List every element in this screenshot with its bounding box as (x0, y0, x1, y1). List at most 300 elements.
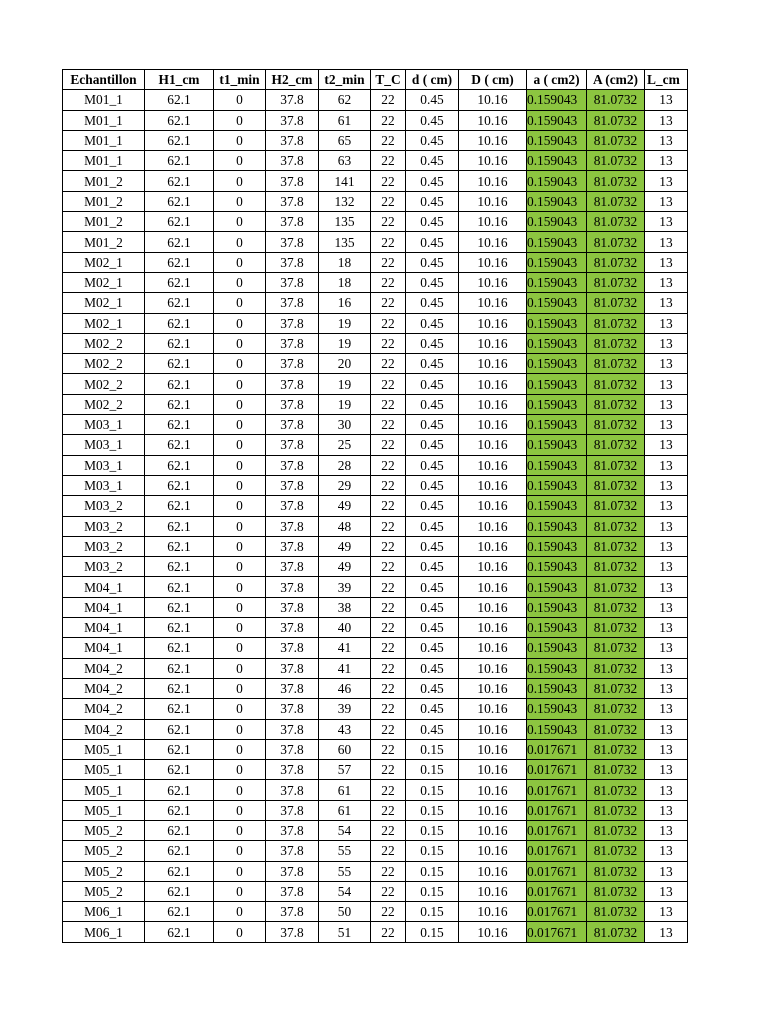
cell-d-cm[interactable]: 0.45 (406, 151, 459, 171)
cell-a-cm2[interactable]: 0.159043 (527, 496, 587, 516)
col-header-big-d-cm[interactable]: D ( cm) (459, 70, 527, 90)
cell-t2-min[interactable]: 61 (319, 800, 371, 820)
cell-l-cm[interactable]: 13 (645, 151, 688, 171)
cell-d-cm[interactable]: 0.45 (406, 658, 459, 678)
cell-t1-min[interactable]: 0 (214, 435, 266, 455)
cell-h2-cm[interactable]: 37.8 (266, 638, 319, 658)
cell-echantillon[interactable]: M01_1 (63, 110, 145, 130)
cell-a-cm2[interactable]: 0.017671 (527, 760, 587, 780)
cell-h2-cm[interactable]: 37.8 (266, 475, 319, 495)
cell-t1-min[interactable]: 0 (214, 272, 266, 292)
cell-big-d-cm[interactable]: 10.16 (459, 90, 527, 110)
cell-big-d-cm[interactable]: 10.16 (459, 638, 527, 658)
cell-h2-cm[interactable]: 37.8 (266, 90, 319, 110)
cell-big-a-cm2[interactable]: 81.0732 (587, 333, 645, 353)
cell-h1-cm[interactable]: 62.1 (145, 354, 214, 374)
cell-h1-cm[interactable]: 62.1 (145, 475, 214, 495)
cell-t1-min[interactable]: 0 (214, 800, 266, 820)
cell-echantillon[interactable]: M02_2 (63, 374, 145, 394)
cell-t2-min[interactable]: 62 (319, 90, 371, 110)
cell-t2-min[interactable]: 20 (319, 354, 371, 374)
cell-echantillon[interactable]: M02_1 (63, 293, 145, 313)
cell-d-cm[interactable]: 0.45 (406, 435, 459, 455)
cell-big-d-cm[interactable]: 10.16 (459, 313, 527, 333)
cell-t2-min[interactable]: 49 (319, 496, 371, 516)
cell-a-cm2[interactable]: 0.159043 (527, 719, 587, 739)
cell-echantillon[interactable]: M05_1 (63, 800, 145, 820)
cell-echantillon[interactable]: M05_1 (63, 739, 145, 759)
cell-big-d-cm[interactable]: 10.16 (459, 618, 527, 638)
cell-t-c[interactable]: 22 (371, 191, 406, 211)
cell-l-cm[interactable]: 13 (645, 800, 688, 820)
cell-l-cm[interactable]: 13 (645, 313, 688, 333)
cell-h2-cm[interactable]: 37.8 (266, 780, 319, 800)
cell-echantillon[interactable]: M04_1 (63, 638, 145, 658)
cell-echantillon[interactable]: M01_1 (63, 130, 145, 150)
cell-t-c[interactable]: 22 (371, 415, 406, 435)
cell-a-cm2[interactable]: 0.159043 (527, 374, 587, 394)
cell-t1-min[interactable]: 0 (214, 130, 266, 150)
cell-d-cm[interactable]: 0.45 (406, 232, 459, 252)
cell-d-cm[interactable]: 0.45 (406, 678, 459, 698)
cell-t2-min[interactable]: 54 (319, 881, 371, 901)
cell-t-c[interactable]: 22 (371, 658, 406, 678)
cell-l-cm[interactable]: 13 (645, 130, 688, 150)
cell-t-c[interactable]: 22 (371, 577, 406, 597)
cell-big-d-cm[interactable]: 10.16 (459, 151, 527, 171)
cell-d-cm[interactable]: 0.45 (406, 618, 459, 638)
cell-h2-cm[interactable]: 37.8 (266, 130, 319, 150)
cell-h2-cm[interactable]: 37.8 (266, 191, 319, 211)
cell-t1-min[interactable]: 0 (214, 394, 266, 414)
cell-h2-cm[interactable]: 37.8 (266, 557, 319, 577)
cell-big-d-cm[interactable]: 10.16 (459, 191, 527, 211)
col-header-t1-min[interactable]: t1_min (214, 70, 266, 90)
cell-t1-min[interactable]: 0 (214, 151, 266, 171)
cell-t1-min[interactable]: 0 (214, 618, 266, 638)
cell-big-a-cm2[interactable]: 81.0732 (587, 577, 645, 597)
cell-t2-min[interactable]: 49 (319, 536, 371, 556)
cell-h1-cm[interactable]: 62.1 (145, 536, 214, 556)
cell-l-cm[interactable]: 13 (645, 333, 688, 353)
cell-big-a-cm2[interactable]: 81.0732 (587, 902, 645, 922)
cell-t-c[interactable]: 22 (371, 435, 406, 455)
cell-big-a-cm2[interactable]: 81.0732 (587, 455, 645, 475)
cell-big-d-cm[interactable]: 10.16 (459, 861, 527, 881)
cell-big-d-cm[interactable]: 10.16 (459, 333, 527, 353)
cell-a-cm2[interactable]: 0.017671 (527, 881, 587, 901)
cell-t2-min[interactable]: 38 (319, 597, 371, 617)
cell-a-cm2[interactable]: 0.159043 (527, 638, 587, 658)
cell-t1-min[interactable]: 0 (214, 699, 266, 719)
cell-t1-min[interactable]: 0 (214, 333, 266, 353)
cell-d-cm[interactable]: 0.45 (406, 394, 459, 414)
cell-l-cm[interactable]: 13 (645, 780, 688, 800)
cell-echantillon[interactable]: M05_2 (63, 841, 145, 861)
cell-t2-min[interactable]: 48 (319, 516, 371, 536)
cell-big-a-cm2[interactable]: 81.0732 (587, 536, 645, 556)
cell-l-cm[interactable]: 13 (645, 861, 688, 881)
cell-l-cm[interactable]: 13 (645, 739, 688, 759)
cell-t-c[interactable]: 22 (371, 475, 406, 495)
cell-big-a-cm2[interactable]: 81.0732 (587, 618, 645, 638)
cell-big-a-cm2[interactable]: 81.0732 (587, 861, 645, 881)
cell-h1-cm[interactable]: 62.1 (145, 415, 214, 435)
cell-t1-min[interactable]: 0 (214, 861, 266, 881)
cell-t2-min[interactable]: 50 (319, 902, 371, 922)
cell-h1-cm[interactable]: 62.1 (145, 678, 214, 698)
cell-big-a-cm2[interactable]: 81.0732 (587, 435, 645, 455)
cell-d-cm[interactable]: 0.45 (406, 252, 459, 272)
cell-t2-min[interactable]: 63 (319, 151, 371, 171)
cell-t-c[interactable]: 22 (371, 780, 406, 800)
cell-t1-min[interactable]: 0 (214, 536, 266, 556)
cell-t-c[interactable]: 22 (371, 719, 406, 739)
cell-t-c[interactable]: 22 (371, 455, 406, 475)
cell-t1-min[interactable]: 0 (214, 455, 266, 475)
cell-t1-min[interactable]: 0 (214, 841, 266, 861)
cell-a-cm2[interactable]: 0.159043 (527, 130, 587, 150)
cell-a-cm2[interactable]: 0.159043 (527, 557, 587, 577)
cell-big-a-cm2[interactable]: 81.0732 (587, 760, 645, 780)
cell-d-cm[interactable]: 0.45 (406, 496, 459, 516)
cell-a-cm2[interactable]: 0.159043 (527, 577, 587, 597)
cell-a-cm2[interactable]: 0.159043 (527, 293, 587, 313)
cell-t2-min[interactable]: 19 (319, 394, 371, 414)
cell-l-cm[interactable]: 13 (645, 435, 688, 455)
cell-echantillon[interactable]: M02_1 (63, 272, 145, 292)
cell-big-d-cm[interactable]: 10.16 (459, 252, 527, 272)
cell-big-a-cm2[interactable]: 81.0732 (587, 658, 645, 678)
cell-l-cm[interactable]: 13 (645, 760, 688, 780)
cell-big-a-cm2[interactable]: 81.0732 (587, 800, 645, 820)
cell-t-c[interactable]: 22 (371, 902, 406, 922)
cell-big-d-cm[interactable]: 10.16 (459, 719, 527, 739)
cell-h2-cm[interactable]: 37.8 (266, 435, 319, 455)
cell-l-cm[interactable]: 13 (645, 902, 688, 922)
cell-h1-cm[interactable]: 62.1 (145, 374, 214, 394)
cell-t1-min[interactable]: 0 (214, 739, 266, 759)
cell-l-cm[interactable]: 13 (645, 536, 688, 556)
cell-d-cm[interactable]: 0.45 (406, 516, 459, 536)
cell-a-cm2[interactable]: 0.159043 (527, 191, 587, 211)
cell-d-cm[interactable]: 0.45 (406, 699, 459, 719)
cell-big-a-cm2[interactable]: 81.0732 (587, 638, 645, 658)
cell-l-cm[interactable]: 13 (645, 272, 688, 292)
cell-t2-min[interactable]: 135 (319, 232, 371, 252)
cell-big-d-cm[interactable]: 10.16 (459, 394, 527, 414)
cell-d-cm[interactable]: 0.45 (406, 557, 459, 577)
cell-h2-cm[interactable]: 37.8 (266, 252, 319, 272)
cell-big-a-cm2[interactable]: 81.0732 (587, 841, 645, 861)
cell-big-d-cm[interactable]: 10.16 (459, 516, 527, 536)
cell-t2-min[interactable]: 28 (319, 455, 371, 475)
cell-l-cm[interactable]: 13 (645, 415, 688, 435)
cell-echantillon[interactable]: M01_2 (63, 212, 145, 232)
cell-echantillon[interactable]: M01_2 (63, 232, 145, 252)
cell-d-cm[interactable]: 0.45 (406, 577, 459, 597)
cell-a-cm2[interactable]: 0.159043 (527, 212, 587, 232)
cell-big-a-cm2[interactable]: 81.0732 (587, 678, 645, 698)
cell-big-a-cm2[interactable]: 81.0732 (587, 151, 645, 171)
cell-h2-cm[interactable]: 37.8 (266, 374, 319, 394)
cell-big-a-cm2[interactable]: 81.0732 (587, 922, 645, 942)
cell-d-cm[interactable]: 0.45 (406, 171, 459, 191)
cell-t1-min[interactable]: 0 (214, 922, 266, 942)
cell-t2-min[interactable]: 51 (319, 922, 371, 942)
cell-a-cm2[interactable]: 0.159043 (527, 394, 587, 414)
cell-h1-cm[interactable]: 62.1 (145, 719, 214, 739)
cell-t-c[interactable]: 22 (371, 394, 406, 414)
cell-a-cm2[interactable]: 0.017671 (527, 841, 587, 861)
cell-t-c[interactable]: 22 (371, 516, 406, 536)
cell-t2-min[interactable]: 40 (319, 618, 371, 638)
cell-t-c[interactable]: 22 (371, 820, 406, 840)
cell-big-a-cm2[interactable]: 81.0732 (587, 820, 645, 840)
cell-echantillon[interactable]: M03_1 (63, 475, 145, 495)
cell-h1-cm[interactable]: 62.1 (145, 760, 214, 780)
cell-t2-min[interactable]: 61 (319, 780, 371, 800)
cell-a-cm2[interactable]: 0.017671 (527, 922, 587, 942)
cell-t1-min[interactable]: 0 (214, 232, 266, 252)
cell-t-c[interactable]: 22 (371, 212, 406, 232)
cell-echantillon[interactable]: M03_1 (63, 455, 145, 475)
cell-t-c[interactable]: 22 (371, 90, 406, 110)
cell-l-cm[interactable]: 13 (645, 557, 688, 577)
cell-d-cm[interactable]: 0.15 (406, 922, 459, 942)
cell-big-d-cm[interactable]: 10.16 (459, 760, 527, 780)
cell-h2-cm[interactable]: 37.8 (266, 577, 319, 597)
cell-echantillon[interactable]: M01_2 (63, 171, 145, 191)
cell-t1-min[interactable]: 0 (214, 475, 266, 495)
cell-big-a-cm2[interactable]: 81.0732 (587, 130, 645, 150)
cell-big-d-cm[interactable]: 10.16 (459, 496, 527, 516)
cell-l-cm[interactable]: 13 (645, 171, 688, 191)
cell-t2-min[interactable]: 61 (319, 110, 371, 130)
cell-big-d-cm[interactable]: 10.16 (459, 293, 527, 313)
cell-h1-cm[interactable]: 62.1 (145, 171, 214, 191)
cell-a-cm2[interactable]: 0.159043 (527, 435, 587, 455)
cell-echantillon[interactable]: M04_1 (63, 577, 145, 597)
cell-t2-min[interactable]: 30 (319, 415, 371, 435)
cell-h2-cm[interactable]: 37.8 (266, 719, 319, 739)
cell-d-cm[interactable]: 0.45 (406, 272, 459, 292)
col-header-t2-min[interactable]: t2_min (319, 70, 371, 90)
cell-t-c[interactable]: 22 (371, 597, 406, 617)
cell-d-cm[interactable]: 0.45 (406, 212, 459, 232)
cell-a-cm2[interactable]: 0.159043 (527, 618, 587, 638)
cell-echantillon[interactable]: M03_2 (63, 516, 145, 536)
cell-d-cm[interactable]: 0.45 (406, 455, 459, 475)
cell-h1-cm[interactable]: 62.1 (145, 151, 214, 171)
cell-t2-min[interactable]: 43 (319, 719, 371, 739)
cell-t-c[interactable]: 22 (371, 881, 406, 901)
cell-l-cm[interactable]: 13 (645, 678, 688, 698)
cell-l-cm[interactable]: 13 (645, 820, 688, 840)
cell-h1-cm[interactable]: 62.1 (145, 313, 214, 333)
cell-l-cm[interactable]: 13 (645, 496, 688, 516)
cell-big-a-cm2[interactable]: 81.0732 (587, 232, 645, 252)
cell-echantillon[interactable]: M01_2 (63, 191, 145, 211)
cell-l-cm[interactable]: 13 (645, 110, 688, 130)
cell-t-c[interactable]: 22 (371, 313, 406, 333)
cell-t1-min[interactable]: 0 (214, 881, 266, 901)
col-header-t-c[interactable]: T_C (371, 70, 406, 90)
cell-h1-cm[interactable]: 62.1 (145, 800, 214, 820)
cell-t1-min[interactable]: 0 (214, 516, 266, 536)
cell-l-cm[interactable]: 13 (645, 374, 688, 394)
cell-big-d-cm[interactable]: 10.16 (459, 212, 527, 232)
cell-t2-min[interactable]: 18 (319, 272, 371, 292)
cell-t-c[interactable]: 22 (371, 293, 406, 313)
cell-t-c[interactable]: 22 (371, 232, 406, 252)
cell-big-a-cm2[interactable]: 81.0732 (587, 110, 645, 130)
cell-echantillon[interactable]: M03_2 (63, 496, 145, 516)
cell-h2-cm[interactable]: 37.8 (266, 232, 319, 252)
cell-t2-min[interactable]: 55 (319, 861, 371, 881)
cell-big-a-cm2[interactable]: 81.0732 (587, 293, 645, 313)
cell-a-cm2[interactable]: 0.017671 (527, 902, 587, 922)
cell-big-a-cm2[interactable]: 81.0732 (587, 881, 645, 901)
cell-h1-cm[interactable]: 62.1 (145, 618, 214, 638)
cell-big-a-cm2[interactable]: 81.0732 (587, 90, 645, 110)
cell-a-cm2[interactable]: 0.159043 (527, 475, 587, 495)
cell-echantillon[interactable]: M01_1 (63, 90, 145, 110)
cell-t-c[interactable]: 22 (371, 922, 406, 942)
cell-d-cm[interactable]: 0.45 (406, 597, 459, 617)
cell-t-c[interactable]: 22 (371, 536, 406, 556)
cell-t-c[interactable]: 22 (371, 678, 406, 698)
cell-t2-min[interactable]: 141 (319, 171, 371, 191)
cell-h1-cm[interactable]: 62.1 (145, 881, 214, 901)
cell-t2-min[interactable]: 19 (319, 374, 371, 394)
cell-t-c[interactable]: 22 (371, 739, 406, 759)
col-header-h1-cm[interactable]: H1_cm (145, 70, 214, 90)
cell-echantillon[interactable]: M05_1 (63, 780, 145, 800)
cell-t1-min[interactable]: 0 (214, 820, 266, 840)
cell-t-c[interactable]: 22 (371, 557, 406, 577)
cell-echantillon[interactable]: M05_1 (63, 760, 145, 780)
cell-big-a-cm2[interactable]: 81.0732 (587, 191, 645, 211)
cell-l-cm[interactable]: 13 (645, 638, 688, 658)
cell-l-cm[interactable]: 13 (645, 658, 688, 678)
cell-h2-cm[interactable]: 37.8 (266, 496, 319, 516)
cell-t1-min[interactable]: 0 (214, 902, 266, 922)
cell-d-cm[interactable]: 0.45 (406, 638, 459, 658)
cell-d-cm[interactable]: 0.45 (406, 374, 459, 394)
cell-echantillon[interactable]: M03_2 (63, 536, 145, 556)
cell-t2-min[interactable]: 19 (319, 313, 371, 333)
cell-t-c[interactable]: 22 (371, 374, 406, 394)
cell-h1-cm[interactable]: 62.1 (145, 455, 214, 475)
col-header-h2-cm[interactable]: H2_cm (266, 70, 319, 90)
cell-h2-cm[interactable]: 37.8 (266, 333, 319, 353)
cell-big-d-cm[interactable]: 10.16 (459, 841, 527, 861)
cell-big-a-cm2[interactable]: 81.0732 (587, 171, 645, 191)
cell-t-c[interactable]: 22 (371, 861, 406, 881)
cell-big-a-cm2[interactable]: 81.0732 (587, 313, 645, 333)
cell-big-a-cm2[interactable]: 81.0732 (587, 739, 645, 759)
cell-h1-cm[interactable]: 62.1 (145, 130, 214, 150)
cell-h2-cm[interactable]: 37.8 (266, 151, 319, 171)
cell-big-d-cm[interactable]: 10.16 (459, 130, 527, 150)
cell-h2-cm[interactable]: 37.8 (266, 760, 319, 780)
cell-big-d-cm[interactable]: 10.16 (459, 354, 527, 374)
cell-t2-min[interactable]: 46 (319, 678, 371, 698)
cell-l-cm[interactable]: 13 (645, 922, 688, 942)
cell-t2-min[interactable]: 60 (319, 739, 371, 759)
cell-big-d-cm[interactable]: 10.16 (459, 475, 527, 495)
cell-big-d-cm[interactable]: 10.16 (459, 800, 527, 820)
cell-h2-cm[interactable]: 37.8 (266, 658, 319, 678)
cell-big-d-cm[interactable]: 10.16 (459, 577, 527, 597)
cell-t-c[interactable]: 22 (371, 272, 406, 292)
cell-h1-cm[interactable]: 62.1 (145, 922, 214, 942)
cell-a-cm2[interactable]: 0.159043 (527, 171, 587, 191)
cell-h2-cm[interactable]: 37.8 (266, 699, 319, 719)
cell-big-d-cm[interactable]: 10.16 (459, 110, 527, 130)
cell-d-cm[interactable]: 0.45 (406, 415, 459, 435)
cell-h2-cm[interactable]: 37.8 (266, 618, 319, 638)
col-header-big-a-cm2[interactable]: A (cm2) (587, 70, 645, 90)
cell-t-c[interactable]: 22 (371, 252, 406, 272)
cell-t2-min[interactable]: 41 (319, 638, 371, 658)
cell-h2-cm[interactable]: 37.8 (266, 881, 319, 901)
cell-big-d-cm[interactable]: 10.16 (459, 780, 527, 800)
cell-h1-cm[interactable]: 62.1 (145, 902, 214, 922)
cell-h1-cm[interactable]: 62.1 (145, 699, 214, 719)
cell-d-cm[interactable]: 0.15 (406, 739, 459, 759)
cell-h1-cm[interactable]: 62.1 (145, 333, 214, 353)
cell-t2-min[interactable]: 25 (319, 435, 371, 455)
cell-d-cm[interactable]: 0.15 (406, 902, 459, 922)
cell-t2-min[interactable]: 29 (319, 475, 371, 495)
cell-echantillon[interactable]: M03_2 (63, 557, 145, 577)
cell-d-cm[interactable]: 0.45 (406, 475, 459, 495)
cell-big-a-cm2[interactable]: 81.0732 (587, 475, 645, 495)
cell-h2-cm[interactable]: 37.8 (266, 678, 319, 698)
cell-h1-cm[interactable]: 62.1 (145, 293, 214, 313)
cell-t-c[interactable]: 22 (371, 618, 406, 638)
cell-d-cm[interactable]: 0.45 (406, 110, 459, 130)
cell-a-cm2[interactable]: 0.159043 (527, 415, 587, 435)
cell-d-cm[interactable]: 0.45 (406, 536, 459, 556)
cell-a-cm2[interactable]: 0.159043 (527, 455, 587, 475)
cell-h1-cm[interactable]: 62.1 (145, 638, 214, 658)
cell-h2-cm[interactable]: 37.8 (266, 394, 319, 414)
cell-t2-min[interactable]: 49 (319, 557, 371, 577)
cell-t2-min[interactable]: 19 (319, 333, 371, 353)
col-header-a-cm2[interactable]: a ( cm2) (527, 70, 587, 90)
cell-h2-cm[interactable]: 37.8 (266, 922, 319, 942)
cell-l-cm[interactable]: 13 (645, 699, 688, 719)
cell-t2-min[interactable]: 16 (319, 293, 371, 313)
cell-h2-cm[interactable]: 37.8 (266, 171, 319, 191)
cell-l-cm[interactable]: 13 (645, 191, 688, 211)
cell-t2-min[interactable]: 54 (319, 820, 371, 840)
cell-echantillon[interactable]: M04_2 (63, 699, 145, 719)
cell-h1-cm[interactable]: 62.1 (145, 394, 214, 414)
cell-h1-cm[interactable]: 62.1 (145, 212, 214, 232)
cell-h2-cm[interactable]: 37.8 (266, 820, 319, 840)
cell-t1-min[interactable]: 0 (214, 110, 266, 130)
cell-t-c[interactable]: 22 (371, 130, 406, 150)
cell-h1-cm[interactable]: 62.1 (145, 841, 214, 861)
cell-h1-cm[interactable]: 62.1 (145, 232, 214, 252)
cell-a-cm2[interactable]: 0.159043 (527, 333, 587, 353)
cell-a-cm2[interactable]: 0.159043 (527, 597, 587, 617)
cell-t1-min[interactable]: 0 (214, 191, 266, 211)
